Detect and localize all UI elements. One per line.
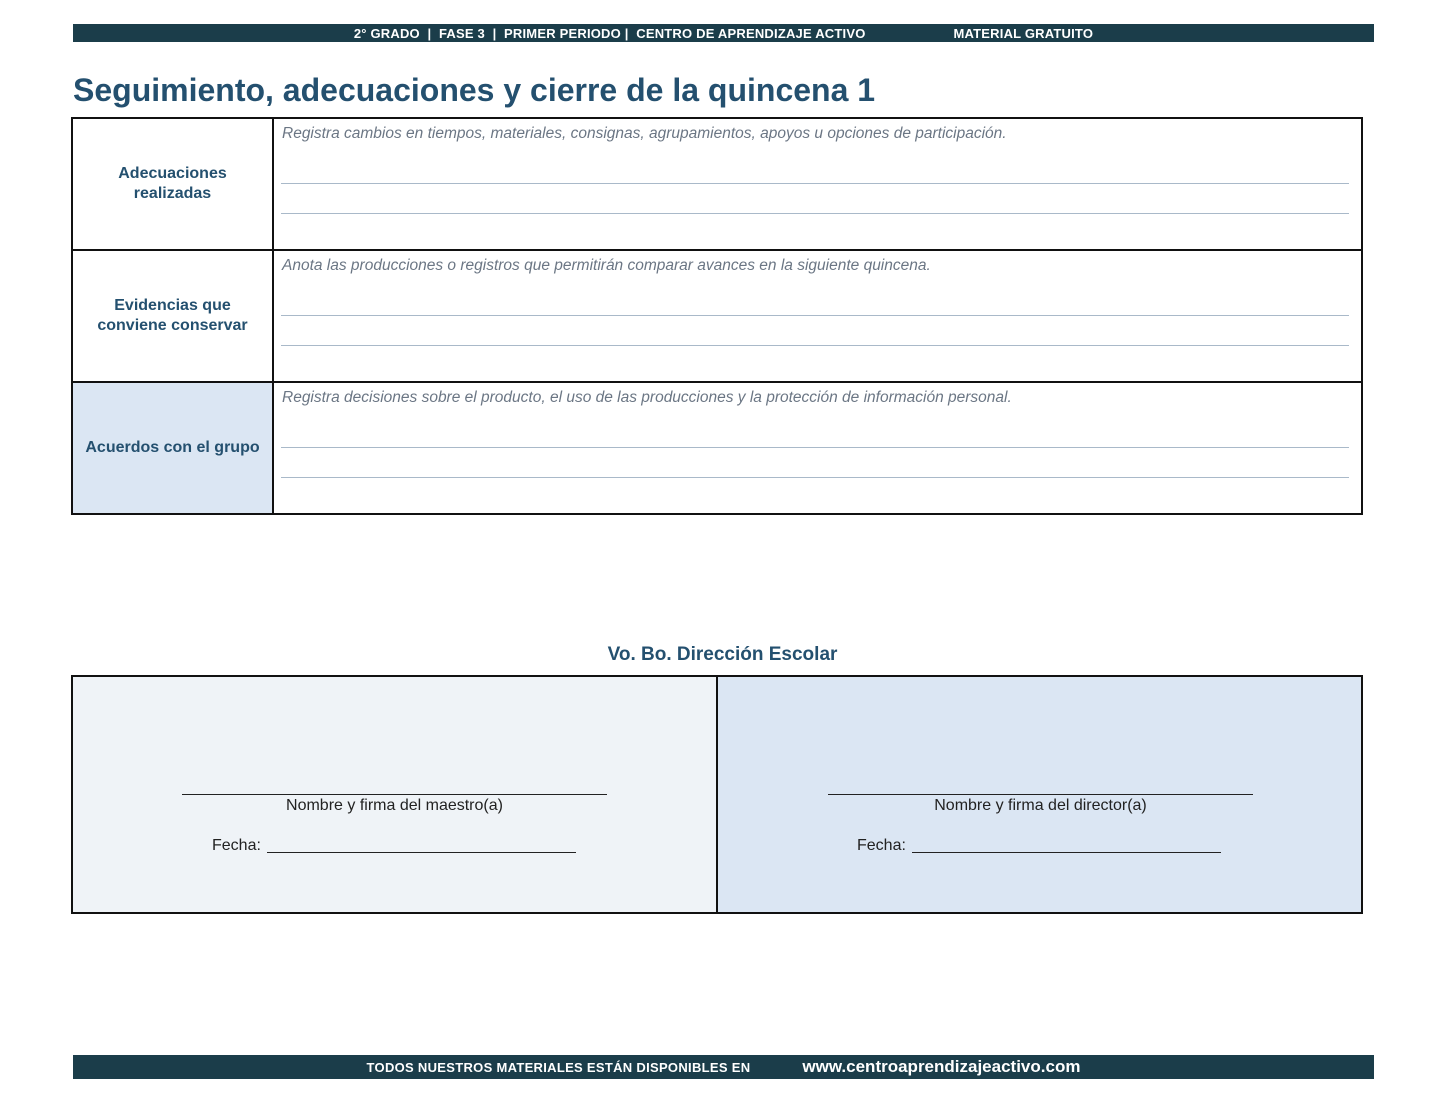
signature-line[interactable] xyxy=(182,794,607,795)
footer-url-link[interactable]: www.centroaprendizajeactivo.com xyxy=(802,1057,1081,1076)
writing-line xyxy=(281,183,1349,184)
director-signature-caption: Nombre y firma del director(a) xyxy=(934,797,1147,814)
row-hint: Registra cambios en tiempos, materiales, consignas, agrupamientos, apoyos u opciones de participación. xyxy=(282,125,1007,142)
date-line[interactable] xyxy=(912,852,1221,853)
row-hint: Anota las producciones o registros que permitirán comparar avances en la siguiente quincena. xyxy=(282,257,931,274)
date-label: Fecha: xyxy=(212,837,261,854)
row-label: Adecuaciones realizadas xyxy=(73,119,274,249)
writing-line xyxy=(281,315,1349,316)
writing-line xyxy=(281,477,1349,478)
director-signature-cell xyxy=(718,677,1361,912)
teacher-date-row xyxy=(212,837,576,855)
date-label: Fecha: xyxy=(857,837,906,854)
writing-area[interactable] xyxy=(274,251,1361,381)
row-label: Acuerdos con el grupo xyxy=(73,383,274,513)
footer-note: TODOS NUESTROS MATERIALES ESTÁN DISPONIBLES EN xyxy=(366,1059,751,1075)
footer-bar xyxy=(73,1055,1374,1079)
signature-line[interactable] xyxy=(828,794,1253,795)
approval-title: Vo. Bo. Dirección Escolar xyxy=(607,644,838,665)
follow-up-table xyxy=(71,117,1363,515)
row-agreements xyxy=(73,383,1361,513)
signature-box xyxy=(71,675,1363,914)
teacher-signature-cell xyxy=(73,677,718,912)
header-free-label: MATERIAL GRATUITO xyxy=(953,25,1094,41)
row-hint: Registra decisiones sobre el producto, el uso de las producciones y la protección de información personal. xyxy=(282,389,1012,406)
row-label: Evidencias que conviene conservar xyxy=(73,251,274,381)
row-evidence xyxy=(73,251,1361,383)
writing-area[interactable] xyxy=(274,119,1361,249)
row-adjustments xyxy=(73,119,1361,251)
header-bar xyxy=(73,24,1374,42)
writing-line xyxy=(281,447,1349,448)
page-title: Seguimiento, adecuaciones y cierre de la quincena 1 xyxy=(73,72,876,108)
teacher-signature-caption: Nombre y firma del maestro(a) xyxy=(286,797,503,814)
date-line[interactable] xyxy=(267,852,576,853)
writing-line xyxy=(281,213,1349,214)
writing-line xyxy=(281,345,1349,346)
writing-area[interactable] xyxy=(274,383,1361,513)
header-info: 2° GRADO | FASE 3 | PRIMER PERIODO | CENTRO DE APRENDIZAJE ACTIVO xyxy=(353,25,866,41)
director-date-row xyxy=(857,837,1221,855)
